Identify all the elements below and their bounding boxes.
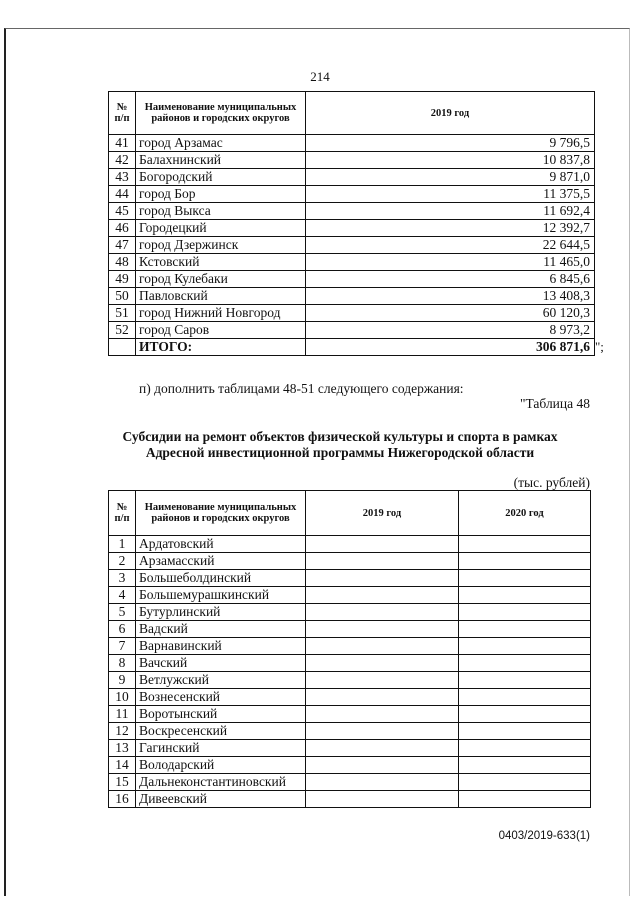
district-name: Арзамасский (136, 553, 306, 570)
row-number: 43 (109, 169, 136, 186)
row-number: 4 (109, 587, 136, 604)
table-row (109, 757, 591, 774)
value-2019 (306, 621, 459, 638)
subsidy-table-continued (108, 91, 595, 356)
district-name: город Бор (136, 186, 306, 203)
district-name: Воскресенский (136, 723, 306, 740)
row-number: 45 (109, 203, 136, 220)
row-number: 14 (109, 757, 136, 774)
total-label: ИТОГО: (136, 339, 306, 356)
value-2020 (459, 621, 591, 638)
district-name: Большемурашкинский (136, 587, 306, 604)
row-number: 51 (109, 305, 136, 322)
district-name: Дальнеконстантиновский (136, 774, 306, 791)
value-2019: 8 973,2 (306, 322, 595, 339)
row-number: 47 (109, 237, 136, 254)
table-row (109, 271, 595, 288)
table-row (109, 570, 591, 587)
header-name: Наименование муниципальных районов и городских округов (136, 92, 306, 135)
total-value-2019: 306 871,6 (306, 339, 595, 356)
value-2020 (459, 689, 591, 706)
table-row (109, 152, 595, 169)
header-num: № п/п (109, 491, 136, 536)
value-2019 (306, 740, 459, 757)
amendment-paragraph: п) дополнить таблицами 48-51 следующего содержания: (139, 381, 464, 396)
value-2020 (459, 757, 591, 774)
district-name: город Дзержинск (136, 237, 306, 254)
row-number: 2 (109, 553, 136, 570)
document-code: 0403/2019-633(1) (498, 830, 590, 842)
district-name: Володарский (136, 757, 306, 774)
district-name: Бутурлинский (136, 604, 306, 621)
table-row (109, 689, 591, 706)
row-number: 50 (109, 288, 136, 305)
value-2019 (306, 706, 459, 723)
table-row (109, 322, 595, 339)
row-number: 41 (109, 135, 136, 152)
value-2020 (459, 638, 591, 655)
row-number: 12 (109, 723, 136, 740)
table-row (109, 672, 591, 689)
table-row (109, 553, 591, 570)
row-number: 11 (109, 706, 136, 723)
table-row (109, 655, 591, 672)
value-2019: 60 120,3 (306, 305, 595, 322)
district-name: Вознесенский (136, 689, 306, 706)
value-2019 (306, 536, 459, 553)
page-number: 214 (310, 69, 330, 84)
value-2019: 9 796,5 (306, 135, 595, 152)
total-empty-cell (109, 339, 136, 356)
header-2019: 2019 год (306, 491, 459, 536)
value-2019 (306, 757, 459, 774)
value-2019 (306, 587, 459, 604)
section-title: Субсидии на ремонт объектов физической культуры и спорта в рамках Адресной инвестиционной программы Нижегородской области (122, 429, 558, 460)
table-row (109, 587, 591, 604)
value-2019 (306, 791, 459, 808)
value-2020 (459, 536, 591, 553)
table-row (109, 288, 595, 305)
district-name: Варнавинский (136, 638, 306, 655)
value-2019 (306, 774, 459, 791)
total-row (109, 339, 595, 356)
row-number: 46 (109, 220, 136, 237)
value-2020 (459, 774, 591, 791)
header-2019: 2019 год (306, 92, 595, 135)
value-2020 (459, 604, 591, 621)
value-2020 (459, 655, 591, 672)
district-name: Ветлужский (136, 672, 306, 689)
value-2020 (459, 587, 591, 604)
row-number: 44 (109, 186, 136, 203)
value-2020 (459, 672, 591, 689)
value-2019: 11 375,5 (306, 186, 595, 203)
row-number: 3 (109, 570, 136, 587)
table-row (109, 740, 591, 757)
value-2019 (306, 655, 459, 672)
table-label: "Таблица 48 (520, 396, 590, 411)
district-name: Большеболдинский (136, 570, 306, 587)
header-2020: 2020 год (459, 491, 591, 536)
table-row (109, 237, 595, 254)
value-2020 (459, 791, 591, 808)
district-name: Богородский (136, 169, 306, 186)
value-2019 (306, 672, 459, 689)
header-num: № п/п (109, 92, 136, 135)
row-number: 6 (109, 621, 136, 638)
table-row (109, 135, 595, 152)
value-2019: 13 408,3 (306, 288, 595, 305)
table-row (109, 706, 591, 723)
value-2019: 6 845,6 (306, 271, 595, 288)
table-row (109, 638, 591, 655)
row-number: 10 (109, 689, 136, 706)
district-name: город Выкса (136, 203, 306, 220)
district-name: Вадский (136, 621, 306, 638)
row-number: 1 (109, 536, 136, 553)
table-row (109, 723, 591, 740)
table-row (109, 604, 591, 621)
value-2019: 11 692,4 (306, 203, 595, 220)
table-row (109, 254, 595, 271)
row-number: 7 (109, 638, 136, 655)
table-row (109, 220, 595, 237)
value-2019: 11 465,0 (306, 254, 595, 271)
district-name: город Кулебаки (136, 271, 306, 288)
table-row (109, 169, 595, 186)
row-number: 15 (109, 774, 136, 791)
district-name: город Нижний Новгород (136, 305, 306, 322)
value-2019 (306, 638, 459, 655)
value-2019 (306, 723, 459, 740)
row-number: 16 (109, 791, 136, 808)
value-2020 (459, 723, 591, 740)
row-number: 48 (109, 254, 136, 271)
subsidy-table-48 (108, 490, 591, 808)
value-2019: 12 392,7 (306, 220, 595, 237)
district-name: город Арзамас (136, 135, 306, 152)
value-2020 (459, 570, 591, 587)
district-name: город Саров (136, 322, 306, 339)
district-name: Гагинский (136, 740, 306, 757)
district-name: Павловский (136, 288, 306, 305)
table-row (109, 203, 595, 220)
row-number: 13 (109, 740, 136, 757)
value-2019 (306, 570, 459, 587)
table-row (109, 621, 591, 638)
table-row (109, 791, 591, 808)
value-2020 (459, 553, 591, 570)
row-number: 52 (109, 322, 136, 339)
district-name: Кстовский (136, 254, 306, 271)
units-note: (тыс. рублей) (513, 475, 590, 490)
value-2019: 10 837,8 (306, 152, 595, 169)
value-2019 (306, 604, 459, 621)
table-row (109, 536, 591, 553)
district-name: Воротынский (136, 706, 306, 723)
district-name: Ардатовский (136, 536, 306, 553)
value-2019 (306, 689, 459, 706)
district-name: Дивеевский (136, 791, 306, 808)
value-2019: 9 871,0 (306, 169, 595, 186)
row-number: 9 (109, 672, 136, 689)
district-name: Городецкий (136, 220, 306, 237)
value-2020 (459, 706, 591, 723)
value-2020 (459, 740, 591, 757)
table-closing-quote: "; (595, 339, 604, 354)
value-2019 (306, 553, 459, 570)
table-row (109, 186, 595, 203)
district-name: Балахнинский (136, 152, 306, 169)
row-number: 42 (109, 152, 136, 169)
header-name: Наименование муниципальных районов и городских округов (136, 491, 306, 536)
row-number: 8 (109, 655, 136, 672)
table-row (109, 774, 591, 791)
row-number: 5 (109, 604, 136, 621)
table-row (109, 305, 595, 322)
value-2019: 22 644,5 (306, 237, 595, 254)
row-number: 49 (109, 271, 136, 288)
district-name: Вачский (136, 655, 306, 672)
